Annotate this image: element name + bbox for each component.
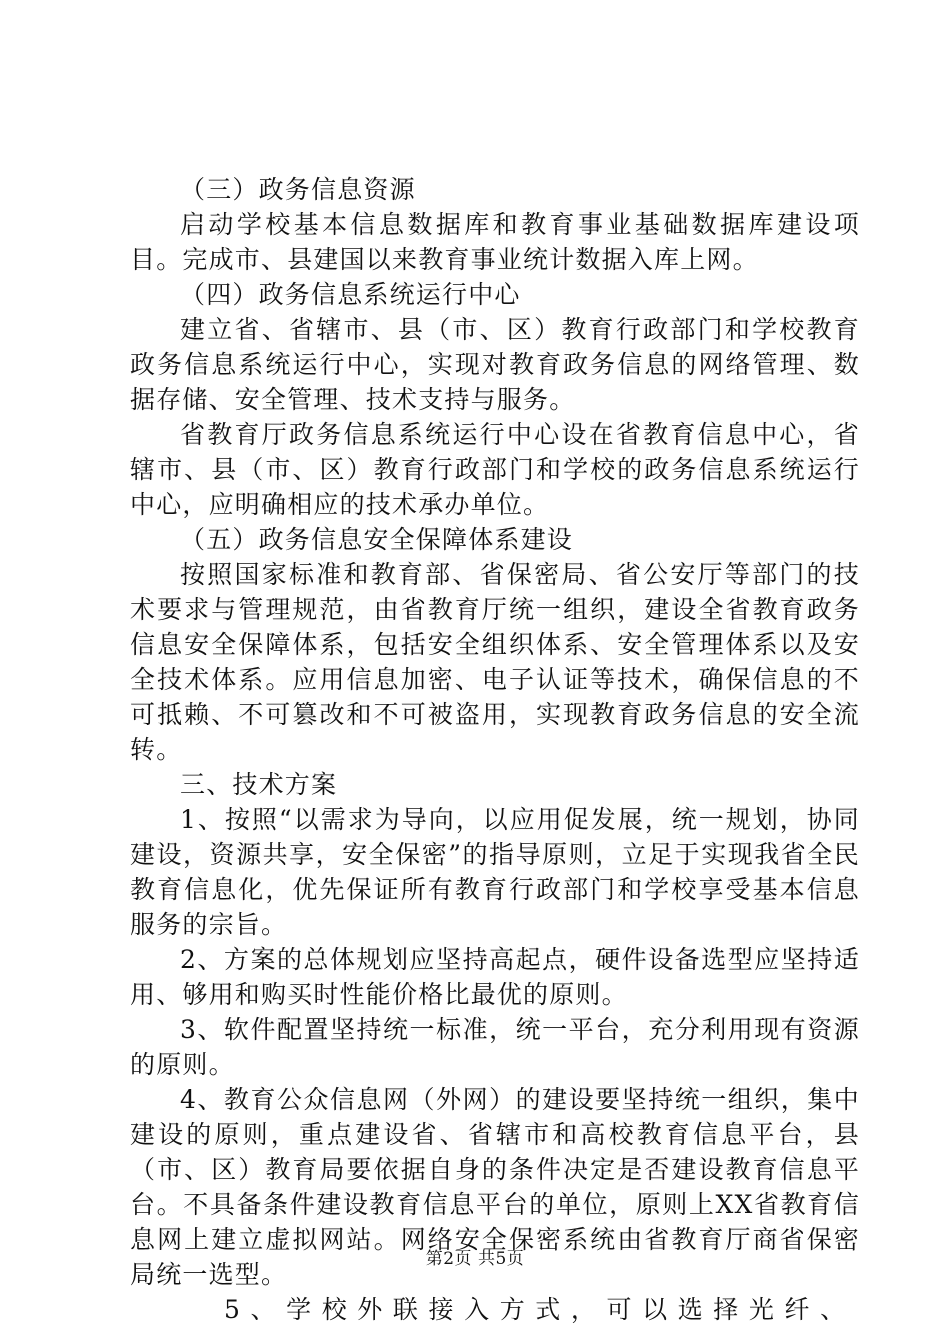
paragraph-security-system: 按照国家标准和教育部、省保密局、省公安厅等部门的技术要求与管理规范，由省教育厅统一组织，建设全省教育政务信息安全保障体系，包括安全组织体系、安全管理体系以及安全技术体系。应用信息加密、电子认证等技术，确保信息的不可抵赖、不可篡改和不可被盗用，实现教育政务信息的安全流转。	[130, 560, 860, 764]
paragraph-operation-center: 建立省、省辖市、县（市、区）教育行政部门和学校教育政务信息系统运行中心，实现对教育政务信息的网络管理、数据存储、安全管理、技术支持与服务。	[130, 315, 860, 414]
paragraph-item-5: 5、学校外联接入方式，可以选择光纤、	[224, 1295, 856, 1324]
paragraph-item-4: 4、教育公众信息网（外网）的建设要坚持统一组织，集中建设的原则，重点建设省、省辖市和高校教育信息平台，县（市、区）教育局要依据自身的条件决定是否建设教育信息平台。不具备条件建设教育信息平台的单位，原则上XX省教育信息网上建立虚拟网站。网络安全保密系统由省教育厅商省保密局统一选型。	[130, 1085, 860, 1289]
page-footer: 第2页 共5页	[425, 1249, 525, 1269]
paragraph-item-2: 2、方案的总体规划应坚持高起点，硬件设备选型应坚持适用、够用和购买时性能价格比最优的原则。	[130, 945, 860, 1009]
paragraph-provincial-center: 省教育厅政务信息系统运行中心设在省教育信息中心，省辖市、县（市、区）教育行政部门和学校的政务信息系统运行中心，应明确相应的技术承办单位。	[130, 420, 860, 519]
paragraph-item-3: 3、软件配置坚持统一标准，统一平台，充分利用现有资源的原则。	[130, 1015, 860, 1079]
paragraph-item-1: 1、按照“以需求为导向，以应用促发展，统一规划，协同建设，资源共享，安全保密”的指导原则，立足于实现我省全民教育信息化，优先保证所有教育行政部门和学校享受基本信息服务的宗旨。	[130, 805, 860, 939]
section-heading-5: （五）政务信息安全保障体系建设	[180, 525, 574, 554]
document-body	[130, 172, 860, 1327]
chapter-heading-technical-plan: 三、技术方案	[180, 770, 338, 799]
paragraph-database-project: 启动学校基本信息数据库和教育事业基础数据库建设项目。完成市、县建国以来教育事业统计数据入库上网。	[130, 210, 860, 274]
section-heading-4: （四）政务信息系统运行中心	[180, 280, 521, 309]
section-heading-3: （三）政务信息资源	[180, 175, 416, 204]
